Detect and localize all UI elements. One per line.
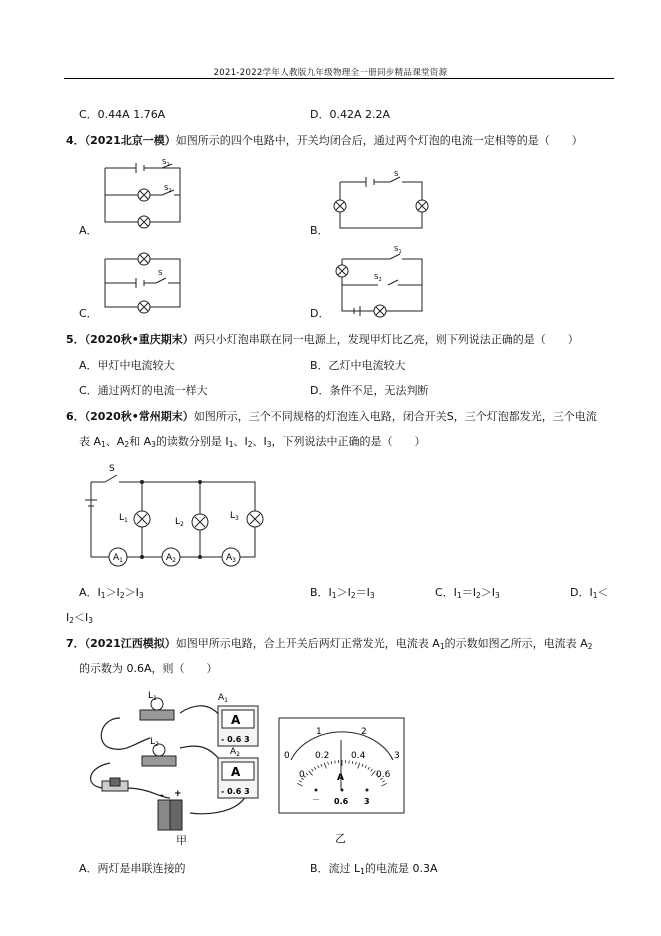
q6-number: 6． (66, 410, 85, 423)
q4-label-a: A． (79, 224, 98, 237)
q7-lamp-l2 (142, 744, 176, 766)
q7-meter-a1 (218, 706, 258, 746)
q4-text: 如图所示的四个电路中，开关均闭合后，通过两个灯泡的电流一定相等的是（ ） (175, 134, 583, 147)
svg-text:- 0.6 3: - 0.6 3 (221, 787, 250, 796)
q4-circuit-a (100, 160, 190, 232)
q7-scale-top-2: 2 (361, 727, 367, 737)
q7-term-3: 3 (364, 797, 370, 806)
q5-number: 5． (66, 333, 85, 346)
q4d-s2-label: $S_2$ (374, 273, 382, 283)
svg-text:- 0.6 3: - 0.6 3 (221, 735, 250, 744)
q7-stem-line2: 的示数为 0.6A，则（ ） (79, 662, 218, 675)
q4-source: （2021北京一模） (84, 134, 176, 147)
q7-meter-a2 (218, 758, 258, 798)
q4c-s-label: S (158, 269, 163, 277)
q7-scale-top-3: 3 (394, 751, 400, 761)
q5-option-b: B．乙灯中电流较大 (310, 359, 406, 372)
q7-l1-label: $L_1$ (148, 691, 157, 702)
q7-scale-top-1: 1 (316, 727, 322, 737)
header-divider (64, 78, 614, 79)
q7-figure-jia (80, 688, 270, 833)
q7-source: （2021江西模拟） (84, 637, 176, 650)
q7-caption-yi: 乙 (335, 832, 346, 845)
q4-label-c: C． (79, 307, 98, 320)
q7-scale-bottom-3: 0.6 (376, 770, 391, 780)
q4a-s2-label: $S_2$ (164, 184, 172, 194)
q7-option-a: A．两灯是串联连接的 (79, 862, 186, 875)
q4-stem (66, 134, 583, 148)
q7-lamp-l1 (140, 698, 174, 720)
q6-option-c: C．$I_1=I_2>I_3$ (435, 586, 500, 600)
q6-a1-label: $A_1$ (113, 553, 123, 564)
q6-option-d: D．$I_1<$ (570, 586, 609, 600)
q4-number: 4． (66, 134, 85, 147)
q6-source: （2020秋•常州期末） (84, 410, 194, 423)
q6-text-line1: 如图所示，三个不同规格的灯泡连入电路，闭合开关S，三个灯泡都发光，三个电流 (193, 410, 597, 423)
q3-option-d: D．0.42A 2.2A (310, 108, 391, 121)
q5-source: （2020秋•重庆期末） (84, 333, 194, 346)
svg-text:+: + (174, 789, 182, 799)
q3-option-c: C．0.44A 1.76A (79, 108, 166, 121)
q6-l3-label: $L_3$ (230, 511, 239, 522)
q7-figure-yi (279, 718, 404, 813)
q4-label-b: B． (310, 224, 329, 237)
svg-text:-: - (160, 791, 164, 801)
q6-stem-line1 (66, 410, 597, 424)
page-header: 2021-2022学年人教版九年级物理全一册同步精品课堂资源 (213, 68, 448, 78)
q7-stem-line1: 7．（2021江西模拟）如图甲所示电路，合上开关后两灯正常发光，电流表 $A_1$的示数如图乙所示，电流表 $A_2$ (66, 637, 593, 651)
q7-a1-label: $A_1$ (218, 693, 228, 704)
q7-a2-label: $A_2$ (230, 747, 240, 758)
q5-option-c: C．通过两灯的电流一样大 (79, 384, 208, 397)
q6-a3-label: $A_3$ (226, 553, 236, 564)
q6-a2-label: $A_2$ (166, 553, 176, 564)
q7-scale-bottom-2: 0.4 (351, 751, 366, 761)
q7-battery (158, 789, 182, 830)
q5-text: 两只小灯泡串联在同一电源上，发现甲灯比乙亮，则下列说法正确的是（ ） (193, 333, 579, 346)
q7-scale-bottom-0: 0 (299, 770, 305, 780)
q6-circuit (85, 462, 270, 562)
q4d-s1-label: $S_1$ (394, 245, 402, 255)
q7-term-neg: － (312, 795, 320, 804)
q7-scale-top-0: 0 (284, 751, 290, 761)
q6-option-a: A．$I_1>I_2>I_3$ (79, 586, 144, 600)
q4-circuit-b (330, 168, 430, 238)
q6-l1-label: $L_1$ (119, 513, 128, 524)
q4-circuit-c (100, 245, 190, 317)
q6-stem-line2: 表 $A_1$、$A_2$和 $A_3$的读数分别是 $I_1$、$I_2$、$I_3$，下列说法中正确的是（ ） (79, 435, 426, 449)
q5-option-a: A．甲灯中电流较大 (79, 359, 175, 372)
q7-meter-unit: A (337, 773, 344, 783)
q4b-s-label: S (394, 170, 399, 178)
q6-option-d-wrap: $I_2<I_3$ (66, 611, 94, 625)
q4-circuit-d (330, 245, 430, 317)
q7-caption-jia: 甲 (176, 834, 187, 847)
q7-switch (102, 778, 128, 791)
q6-option-b: B．$I_1>I_2=I_3$ (310, 586, 375, 600)
q7-term-06: 0.6 (334, 797, 349, 806)
q7-scale-bottom-1: 0.2 (315, 751, 330, 761)
q7-number: 7． (66, 637, 85, 650)
q7-option-b: B．流过 $L_1$的电流是 0.3A (310, 862, 438, 876)
q4a-s1-label: $S_1$ (162, 158, 170, 168)
q6-l2-label: $L_2$ (175, 517, 184, 528)
q6-switch-label: S (109, 464, 115, 474)
q7-l2-label: $L_2$ (150, 737, 159, 748)
svg-text:A: A (231, 765, 241, 779)
q5-stem (66, 333, 579, 347)
q4-label-d: D． (310, 307, 330, 320)
q5-option-d: D．条件不足，无法判断 (310, 384, 429, 397)
svg-text:A: A (231, 713, 241, 727)
